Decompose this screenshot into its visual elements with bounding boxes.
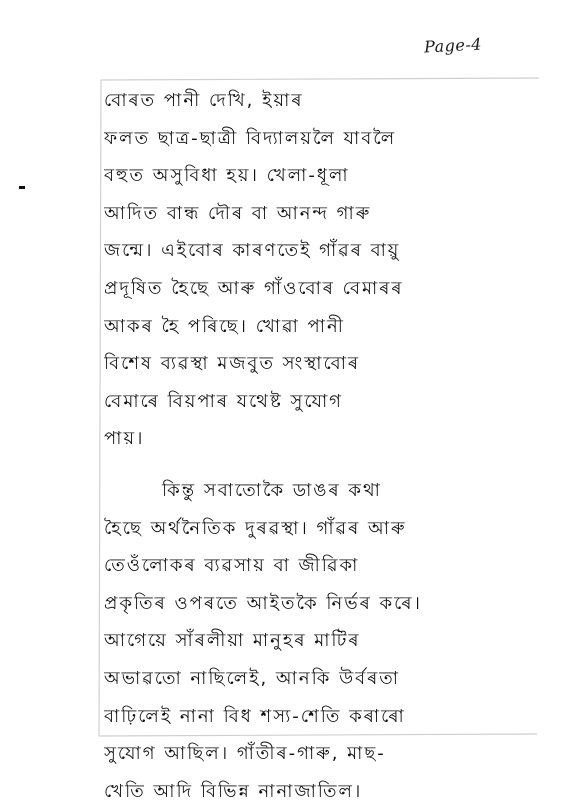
- text-line: বেমাৰে বিয়পাৰ যথেষ্ট সুযোগ: [104, 390, 343, 412]
- text-line: ফলত ছাত্ৰ-ছাত্ৰী বিদ্যালয়লৈ যাবলৈ: [104, 127, 397, 149]
- text-line: প্ৰদূষিত হৈছে আৰু গাঁওবোৰ বেমাৰৰ: [104, 277, 404, 299]
- text-line: বাঢ়িলেই নানা বিধ শস্য-শেতি কৰাৰো: [104, 705, 406, 727]
- paragraph-2: [104, 476, 534, 800]
- text-line: তেওঁলোকৰ ব্যৱসায় বা জীৱিকা: [104, 555, 360, 577]
- text-line: বিশেষ ব্যৱস্থা মজবুত সংস্থাবোৰ: [104, 353, 361, 375]
- paragraph-gap: [104, 462, 534, 476]
- text-line: অভাৱতো নাছিলেই, আনকি উৰ্বৰতা: [104, 667, 401, 689]
- text-line: বোৰত পানী দেখি, ইয়াৰ: [104, 90, 304, 111]
- text-line: হৈছে অৰ্থনৈতিক দুৰৱস্থা। গাঁৱৰ আৰু: [104, 517, 407, 539]
- text-line: কিন্তু সবাতোকৈ ডাঙৰ কথা: [162, 479, 382, 501]
- paragraph-1: [104, 86, 534, 454]
- text-line: প্ৰকৃতিৰ ওপৰতে আইতকৈ নিৰ্ভৰ কৰে।: [104, 592, 422, 614]
- margin-mark: [19, 186, 25, 189]
- page-number: Page-4: [423, 34, 483, 57]
- text-line: সুযোগ আছিল। গাঁতীৰ-গাৰু, মাছ-: [104, 743, 386, 765]
- text-line: বহুত অসুবিধা হয়। খেলা-ধূলা: [104, 165, 350, 187]
- text-line: আগেয়ে সাঁৰলীয়া মানুহৰ মাটিৰ: [104, 630, 361, 652]
- handwritten-text: [104, 86, 534, 800]
- text-line: আদিত বান্ধ দৌৰ বা আনন্দ গাৰু: [104, 202, 372, 224]
- text-line: পায়।: [104, 428, 145, 450]
- text-line: আকৰ হৈ পৰিছে। খোৱা পানী: [104, 315, 345, 337]
- text-line: খেতি আদি বিভিন্ন নানাজাতিল।: [104, 780, 363, 800]
- text-line: জন্মে। এইবোৰ কাৰণতেই গাঁৱৰ বায়ু: [104, 240, 401, 262]
